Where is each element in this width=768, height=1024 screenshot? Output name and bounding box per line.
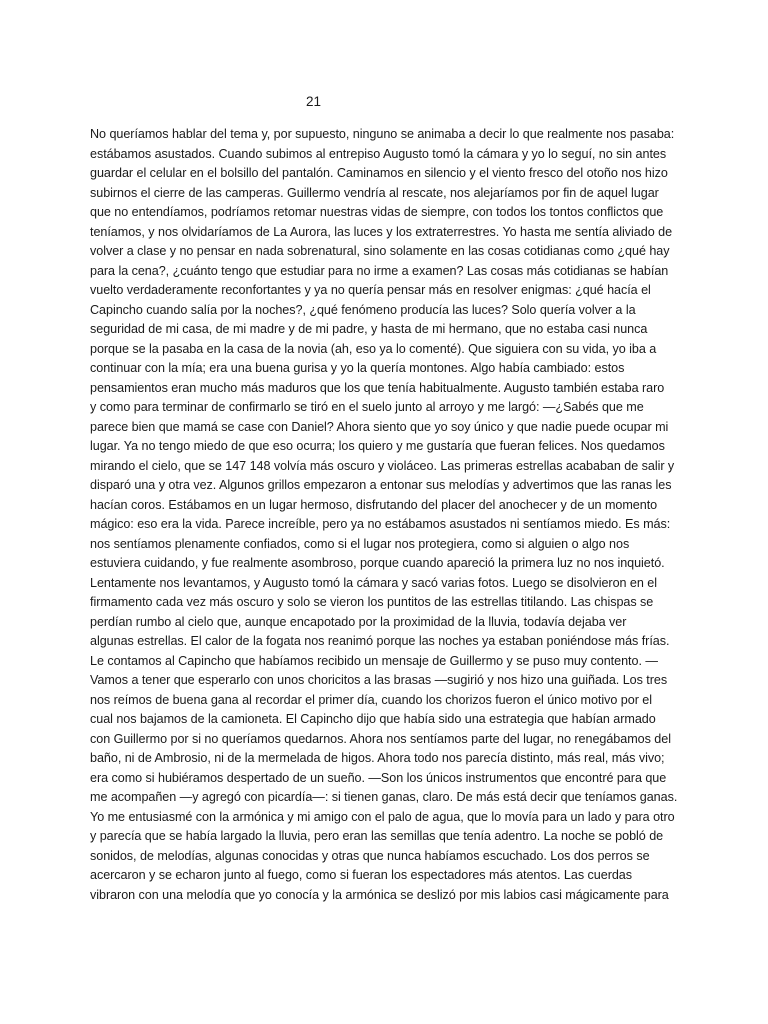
text-line: estábamos asustados. Cuando subimos al entrepiso Augusto tomó la cámara y yo lo seguí, no sin antes [90,146,667,161]
page-number: 21 [306,94,322,109]
text-line: hacían coros. Estábamos en un lugar hermoso, disfrutando del placer del anochecer y de un momento [90,497,658,512]
text-line: y parecía que se había largado la lluvia, pero eran las semillas que tenía adentro. La noche se pobló de [90,829,664,843]
text-line: me acompañen —y agregó con picardía—: si tienen ganas, claro. De más está decir que teníamos ganas. [90,790,678,804]
text-line: No queríamos hablar del tema y, por supuesto, ninguno se animaba a decir lo que realmente nos pasaba: [90,127,675,141]
text-line: que no entendíamos, podríamos retomar nuestras vidas de siempre, con todos los tontos conflictos que [90,205,664,219]
text-line: Yo me entusiasmé con la armónica y mi amigo con el palo de agua, que lo movía para un lado y para otro [90,809,675,824]
text-line: vibraron con una melodía que yo conocía y la armónica se deslizó por mis labios casi mágicamente para [90,887,669,902]
text-line: sonidos, de melodías, algunas conocidas y otras que nunca habíamos escuchado. Los dos perros se [90,848,650,863]
text-line: para la cena?, ¿cuánto tengo que estudiar para no irme a examen? Las cosas más cotidianas se habían [90,263,669,278]
text-line: disparó una y otra vez. Algunos grillos empezaron a entonar sus melodías y advertimos que las ranas les [90,478,672,492]
text-line: lugar. Ya no tengo miedo de que eso ocurra; los quiero y me gustaría que fueran felices. Nos quedamos [90,439,665,453]
text-line: volver a clase y no pensar en nada sobrenatural, sino solamente en las cosas cotidianas como ¿qué hay [90,244,670,258]
text-line: Lentamente nos levantamos, y Augusto tomó la cámara y sacó varias fotos. Luego se disolvieron en el [90,575,657,590]
text-line: algunas estrellas. El calor de la fogata nos reanimó porque las noches ya estaban poniéndose más frías. [90,634,670,648]
text-line: seguridad de mi casa, de mi madre y de mi padre, y hasta de mi hermano, que no estaba casi nunca [90,322,648,336]
text-line: continuar con la mía; era una buena gurisa y yo la quería montones. Algo había cambiado: estos [90,361,625,375]
text-line: y como para terminar de confirmarlo se tiró en el suelo junto al arroyo y me largó: —¿Sabés que me [90,400,644,414]
text-line: subirnos el cierre de las camperas. Guillermo vendría al rescate, nos alejaríamos por fin de aquel lugar [90,185,659,200]
text-line: con Guillermo por si no queríamos quedarnos. Ahora nos sentíamos parte del lugar, no renegábamos del [90,731,671,746]
text-line: era como si hubiéramos despertado de un sueño. —Son los únicos instrumentos que encontré para que [90,770,667,785]
text-line: firmamento cada vez más oscuro y solo se vieron los puntitos de las estrellas titilando. Las chispas se [90,595,654,609]
text-line: acercaron y se echaron junto al fuego, como si fueran los espectadores más atentos. Las cuerdas [90,868,632,882]
text-line: cual nos bajamos de la camioneta. El Capincho dijo que había sido una estrategia que habían armado [90,712,656,726]
text-line: Capincho cuando salía por la noches?, ¿qué fenómeno producía las luces? Solo quería volver a la [90,302,636,317]
text-line: Vamos a tener que esperarlo con unos choricitos a las brasas —sugirió y nos hizo una guiñada. Los tres [90,673,668,687]
text-line: teníamos, y nos olvidaríamos de La Aurora, las luces y los extraterrestres. Yo hasta me sentía aliviado de [90,224,673,239]
text-line: nos sentíamos plenamente confiados, como si el lugar nos protegiera, como si alguien o algo nos [90,536,630,551]
text-line: pensamientos eran mucho más maduros que los que tenía habitualmente. Augusto también estaba raro [90,380,665,395]
text-line: porque se la pasaba en la casa de la novia (ah, eso ya lo comenté). Que siguiera con su vida, yo iba a [90,341,657,356]
text-line: Le contamos al Capincho que habíamos recibido un mensaje de Guillermo y se puso muy contento. — [90,653,658,668]
text-line: vuelto verdaderamente reconfortantes y ya no quería pensar más en resolver enigmas: ¿qué hacía el [90,283,651,297]
text-line: parece bien que mamá se case con Daniel? Ahora siento que yo soy único y que nadie puede ocupar mi [90,419,669,434]
text-line: perdían rumbo al cielo que, aunque encapotado por la proximidad de la lluvia, todavía dejaba ver [90,614,627,629]
text-line: mirando el cielo, que se 147 148 volvía más oscuro y violáceo. Las primeras estrellas acababan de salir y [90,458,675,473]
text-line: estuviera cuidando, y fue realmente asombroso, porque cuando apareció la primera luz no nos inquietó. [90,556,665,570]
text-line: guardar el celular en el bolsillo del pantalón. Caminamos en silencio y el viento fresco del otoño nos hizo [90,166,668,180]
text-line: nos reímos de buena gana al recordar el primer día, cuando los chorizos fueron el único motivo por el [90,692,652,707]
text-line: mágico: eso era la vida. Parece increíble, pero ya no estábamos asustados ni sentíamos miedo. Es más: [90,517,671,531]
text-line: baño, ni de Ambrosio, ni de la mermelada de higos. Ahora todo nos parecía distinto, más real, más vivo; [90,751,665,765]
body-text [90,125,690,905]
